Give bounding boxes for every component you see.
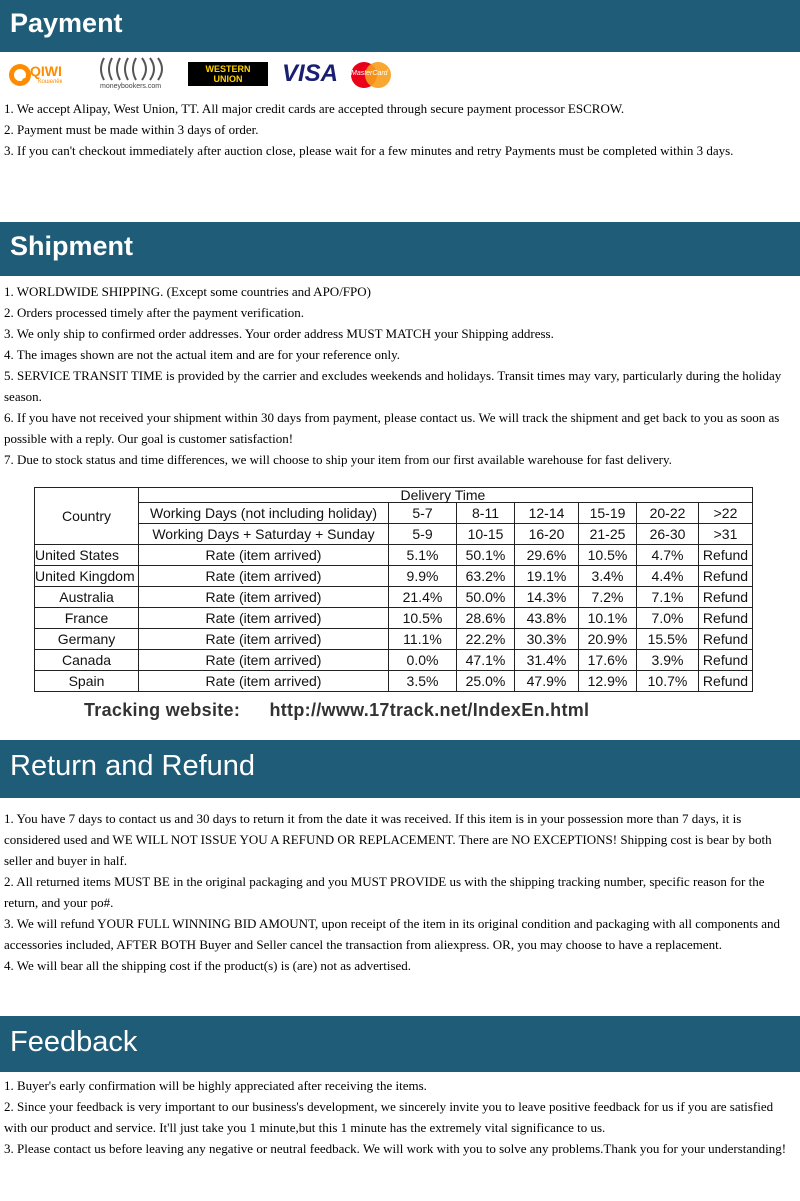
rate-cell: 50.1% [457,545,515,566]
rate-cell: Refund [699,545,753,566]
payment-line-3: 3. If you can't checkout immediately after auction close, please wait for a few minutes and retry Payments must be completed within 3 days. [4,143,734,158]
mastercard-logo [348,61,394,89]
table-row [35,671,753,692]
feedback-line-2: 2. Since your feedback is very important to our business's development, we sincerely invite you to leave positive feedback for us if you are satisfied with our product and service. It'll just take you 1 minute,but this 1 minute has the extremely vital significance to us. [4,1099,774,1135]
table-row [35,650,753,671]
blank-header-cell [139,488,389,503]
rate-cell: 3.9% [637,650,699,671]
rate-cell: 47.1% [457,650,515,671]
refund-line-1: 1. You have 7 days to contact us and 30 days to return it from the date it was received. If this item is in your possession more than 7 days, it is considered used and WE WILL NOT ISSUE YOU A REFUND OR REPLACEMENT. There are NO EXCEPTIONS! Shipping cost is bear by both seller and buyer in half. [4,811,772,868]
rate-cell: 25.0% [457,671,515,692]
rate-cell: 7.1% [637,587,699,608]
rate-cell: 15.5% [637,629,699,650]
rate-cell: 30.3% [515,629,579,650]
rate-cell: 19.1% [515,566,579,587]
working-days-cell: 5-7 [389,503,457,524]
rate-cell: 43.8% [515,608,579,629]
rate-cell: 14.3% [515,587,579,608]
working-days-cell: 15-19 [579,503,637,524]
western-union-logo [188,62,268,86]
rate-label-cell: Rate (item arrived) [139,650,389,671]
rate-cell: 10.5% [579,545,637,566]
western-union-line2: UNION [213,74,243,84]
qiwi-logo-subtext: Кошелёк [38,79,63,85]
payment-line-2: 2. Payment must be made within 3 days of order. [4,122,259,137]
weekend-days-cell: 10-15 [457,524,515,545]
rate-cell: Refund [699,608,753,629]
rate-label-cell: Rate (item arrived) [139,566,389,587]
moneybookers-logo [96,56,176,94]
rate-cell: Refund [699,650,753,671]
tracking-label: Tracking website: [84,700,241,720]
shipment-line-2: 2. Orders processed timely after the payment verification. [4,305,304,320]
rate-cell: 4.4% [637,566,699,587]
shipment-line-3: 3. We only ship to confirmed order addresses. Your order address MUST MATCH your Shipping address. [4,326,554,341]
rate-label-cell: Rate (item arrived) [139,587,389,608]
table-row [35,545,753,566]
payment-title: Payment [10,8,123,38]
working-days-cell: 8-11 [457,503,515,524]
qiwi-logo-text: QIWI [30,63,62,79]
rate-cell: 10.1% [579,608,637,629]
rate-cell: 21.4% [389,587,457,608]
working-days-cell: 12-14 [515,503,579,524]
rate-cell: 10.7% [637,671,699,692]
working-days-label: Working Days (not including holiday) [139,503,389,524]
shipment-line-7: 7. Due to stock status and time differences, we will choose to ship your item from our first available warehouse for fast delivery. [4,452,672,467]
tracking-website [84,700,589,721]
rate-cell: 3.5% [389,671,457,692]
table-row [35,587,753,608]
working-days-row [35,503,753,524]
rate-label-cell: Rate (item arrived) [139,671,389,692]
rate-cell: 22.2% [457,629,515,650]
refund-line-3: 3. We will refund YOUR FULL WINNING BID AMOUNT, upon receipt of the item in its original condition and packaging with all components and accessories included, AFTER BOTH Buyer and Seller cancel the transaction from aliexpress. OR, you may choose to have a replacement. [4,916,781,952]
shipment-terms [4,281,797,470]
shipment-line-5: 5. SERVICE TRANSIT TIME is provided by the carrier and excludes weekends and holidays. Transit times may vary, particularly during the holiday season. [4,368,782,404]
moneybookers-logo-text: moneybookers.com [100,83,162,90]
delivery-time-table [34,487,753,692]
rate-cell: 9.9% [389,566,457,587]
shipment-line-1: 1. WORLDWIDE SHIPPING. (Except some countries and APO/FPO) [4,284,371,299]
payment-line-1: 1. We accept Alipay, West Union, TT. All major credit cards are accepted through secure payment processor ESCROW. [4,101,625,116]
weekend-days-label: Working Days + Saturday + Sunday [139,524,389,545]
shipment-line-4: 4. The images shown are not the actual item and are for your reference only. [4,347,400,362]
payment-header [0,0,800,52]
rate-cell: 3.4% [579,566,637,587]
rate-cell: 47.9% [515,671,579,692]
country-cell: United Kingdom [35,566,139,587]
refund-line-4: 4. We will bear all the shipping cost if the product(s) is (are) not as advertised. [4,958,412,973]
western-union-line1: WESTERN [205,64,251,74]
rate-cell: 31.4% [515,650,579,671]
rate-cell: 0.0% [389,650,457,671]
rate-cell: Refund [699,671,753,692]
delivery-time-header: Delivery Time [389,488,753,503]
table-row [35,629,753,650]
mastercard-logo-text: MasterCard [351,70,388,77]
refund-line-2: 2. All returned items MUST BE in the original packaging and you MUST PROVIDE us with the shipping tracking number, specific reason for the return, and your po#. [4,874,765,910]
rate-cell: Refund [699,629,753,650]
rate-cell: 10.5% [389,608,457,629]
table-row [35,566,753,587]
feedback-line-3: 3. Please contact us before leaving any negative or neutral feedback. We will work with you to solve any problems.Thank you for your understanding! [4,1141,787,1156]
feedback-header [0,1016,800,1072]
rate-cell: Refund [699,587,753,608]
weekend-days-cell: 5-9 [389,524,457,545]
refund-header [0,740,800,798]
payment-logos [0,54,800,96]
country-cell: Germany [35,629,139,650]
feedback-line-1: 1. Buyer's early confirmation will be highly appreciated after receiving the items. [4,1078,427,1093]
rate-cell: Refund [699,566,753,587]
country-cell: United States [35,545,139,566]
rate-cell: 7.2% [579,587,637,608]
working-days-cell: >22 [699,503,753,524]
weekend-days-cell: 16-20 [515,524,579,545]
rate-label-cell: Rate (item arrived) [139,629,389,650]
shipment-title: Shipment [10,231,134,261]
shipment-line-6: 6. If you have not received your shipment within 30 days from payment, please contact us. We will track the shipment and get back to you as soon as possible with a reply. Our goal is customer satisfaction! [4,410,780,446]
country-header: Country [35,488,139,545]
weekend-days-cell: 26-30 [637,524,699,545]
payment-terms [4,98,797,161]
visa-logo [282,60,338,88]
feedback-terms [4,1075,797,1159]
country-cell: Australia [35,587,139,608]
rate-cell: 50.0% [457,587,515,608]
rate-cell: 7.0% [637,608,699,629]
rate-cell: 17.6% [579,650,637,671]
country-cell: Canada [35,650,139,671]
table-row [35,608,753,629]
country-cell: France [35,608,139,629]
rate-cell: 29.6% [515,545,579,566]
rate-label-cell: Rate (item arrived) [139,608,389,629]
rate-cell: 5.1% [389,545,457,566]
qiwi-logo [6,58,88,92]
refund-terms [4,808,797,976]
rate-cell: 11.1% [389,629,457,650]
country-cell: Spain [35,671,139,692]
rate-rows [35,545,753,692]
rate-cell: 28.6% [457,608,515,629]
working-days-cell: 20-22 [637,503,699,524]
feedback-title: Feedback [10,1026,138,1058]
rate-cell: 63.2% [457,566,515,587]
shipment-header [0,222,800,276]
refund-title: Return and Refund [10,750,256,782]
weekend-days-cell: >31 [699,524,753,545]
rate-cell: 12.9% [579,671,637,692]
rate-label-cell: Rate (item arrived) [139,545,389,566]
visa-logo-text: VISA [282,60,339,87]
rate-cell: 20.9% [579,629,637,650]
rate-cell: 4.7% [637,545,699,566]
weekend-days-cell: 21-25 [579,524,637,545]
tracking-url-link[interactable]: http://www.17track.net/IndexEn.html [269,700,590,720]
weekend-days-row [35,524,753,545]
